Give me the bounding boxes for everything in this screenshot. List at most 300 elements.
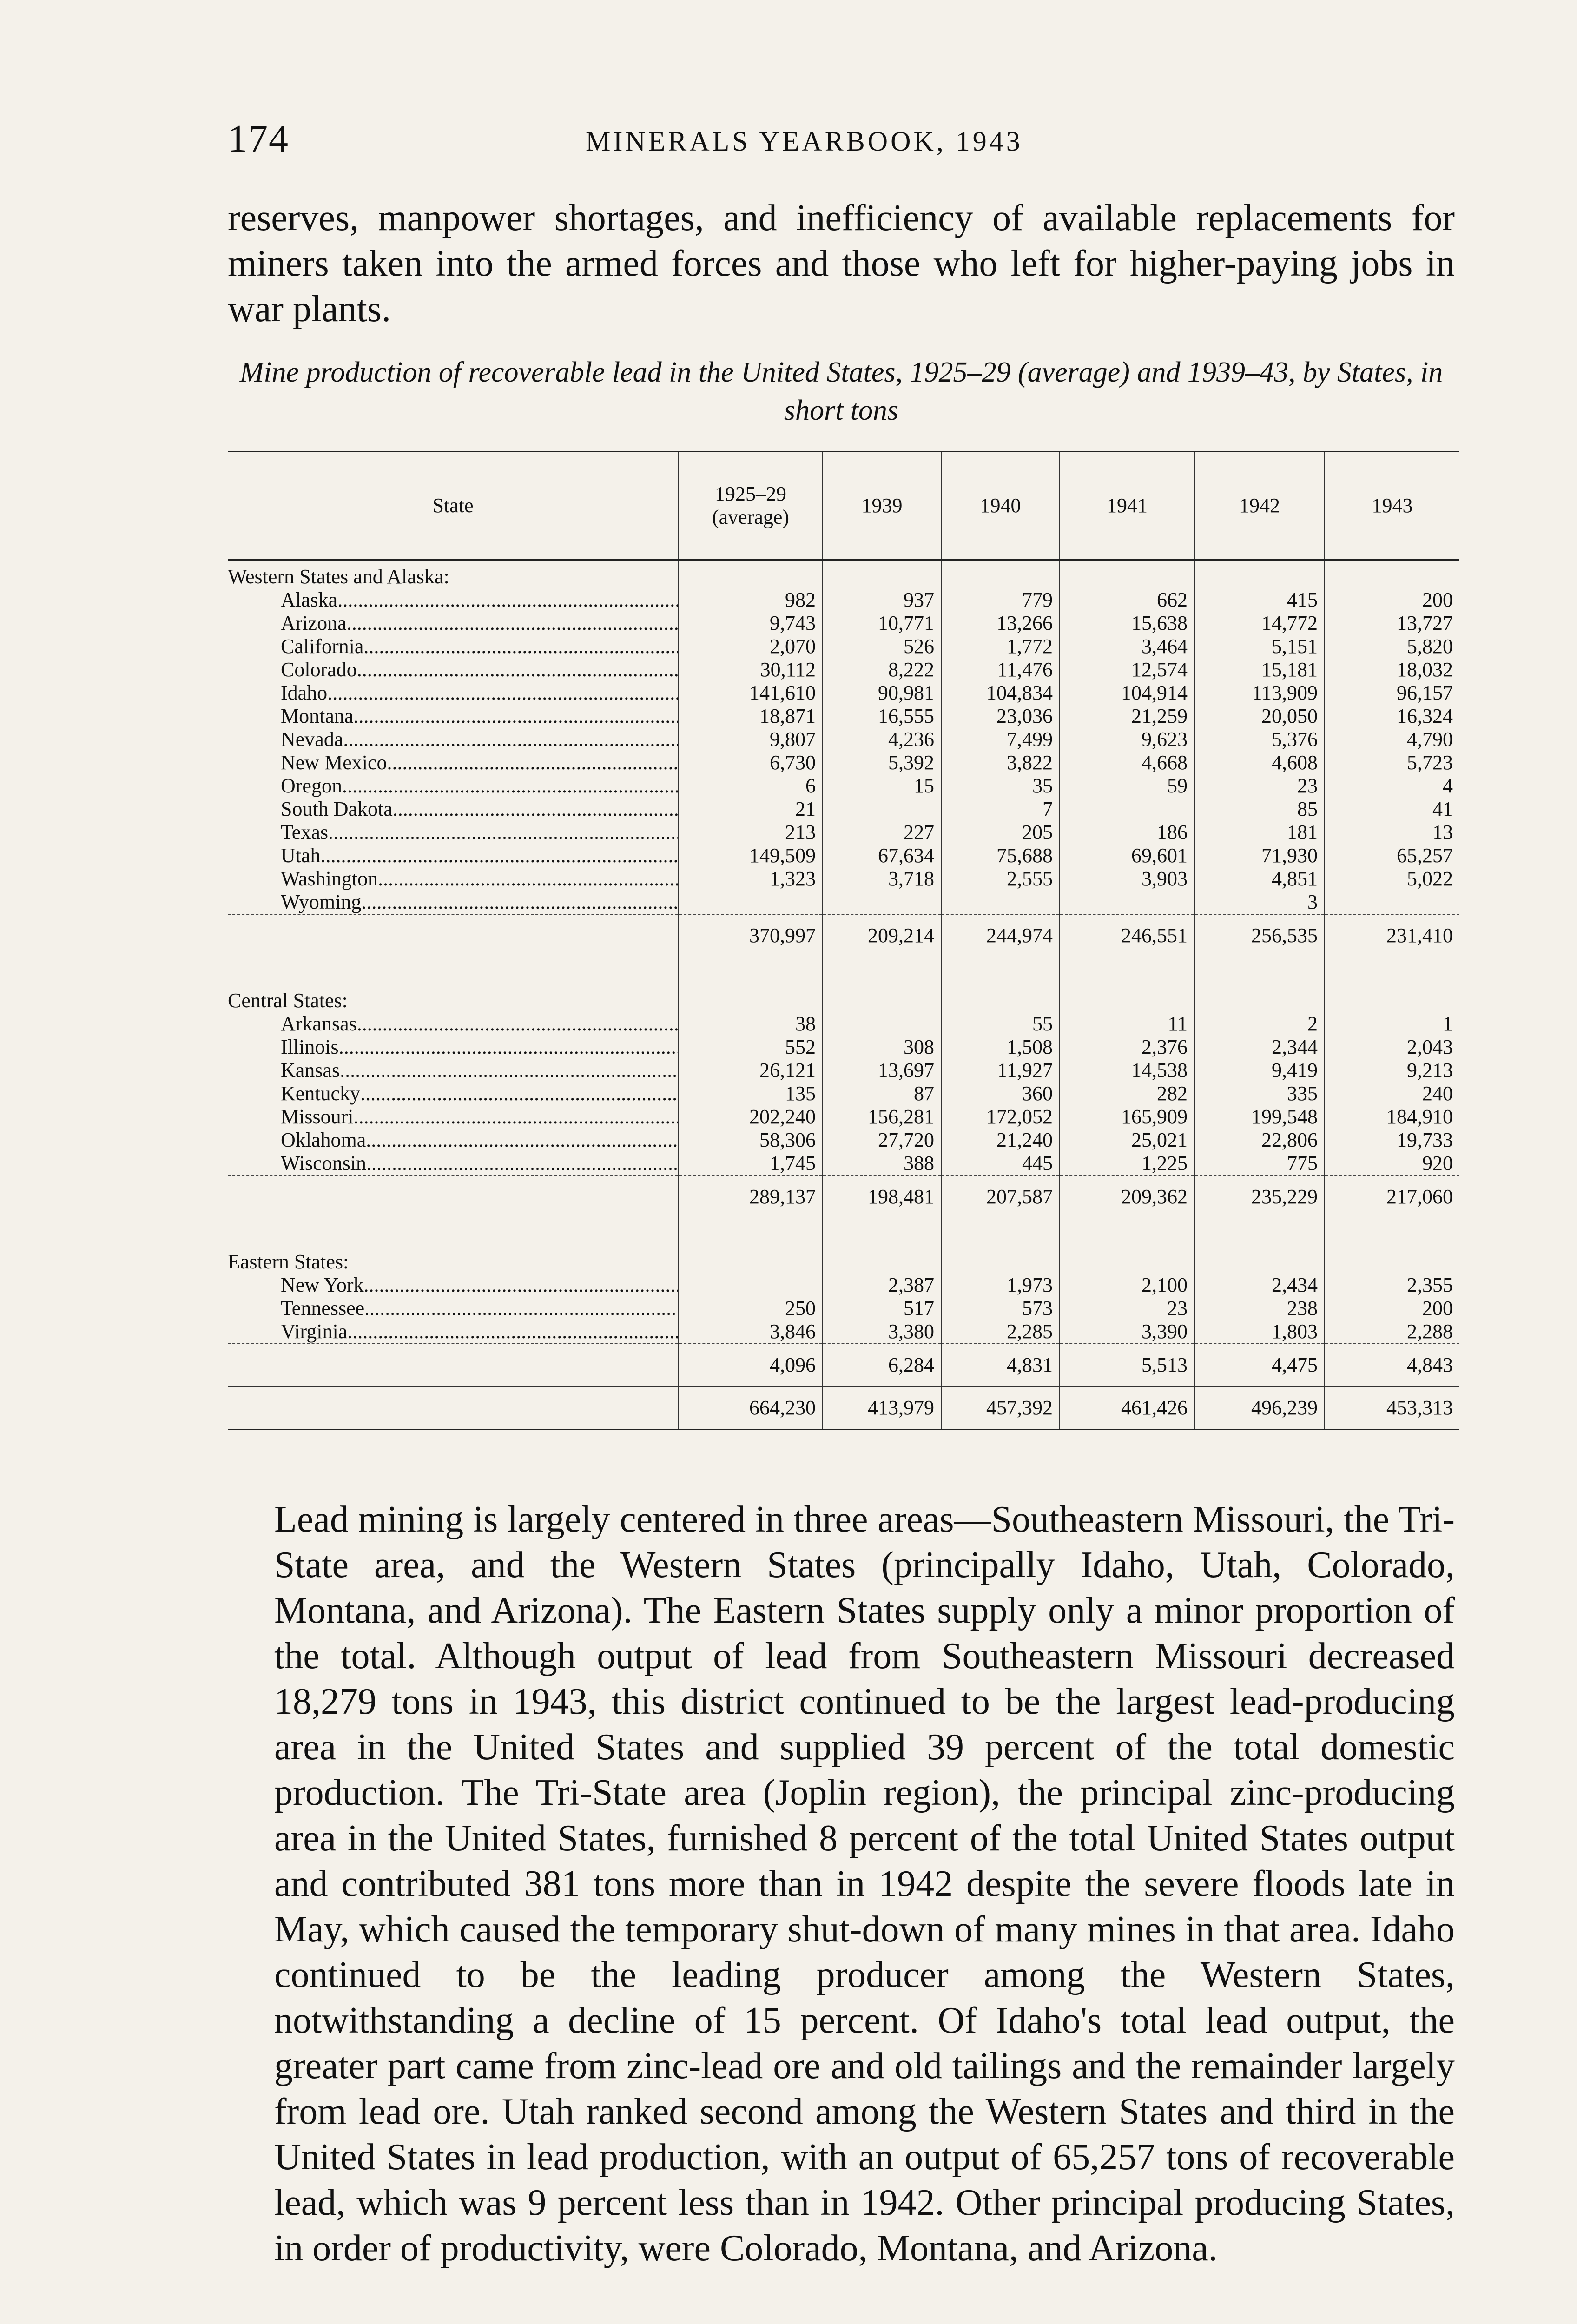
value-cell: 9,743 xyxy=(679,612,823,635)
state-cell xyxy=(228,705,679,728)
page-header xyxy=(228,116,1455,172)
value-cell: 9,213 xyxy=(1325,1059,1459,1082)
value-cell xyxy=(1060,891,1194,914)
dot-leader xyxy=(321,844,679,867)
value-cell: 573 xyxy=(941,1297,1060,1320)
table-row xyxy=(228,751,1459,774)
empty-cell xyxy=(1060,1246,1194,1274)
grand-total-row xyxy=(228,1386,1459,1430)
value-cell: 1,973 xyxy=(941,1274,1060,1297)
state-name: Oklahoma xyxy=(281,1129,366,1151)
dot-leader xyxy=(353,1105,679,1129)
state-name: Alaska xyxy=(281,588,338,611)
empty-cell xyxy=(941,560,1060,589)
value-cell: 12,574 xyxy=(1060,658,1194,681)
value-cell: 4,608 xyxy=(1194,751,1325,774)
state-name: Tennessee xyxy=(281,1297,365,1320)
subtotal-label-cell xyxy=(228,1344,679,1386)
value-cell: 5,376 xyxy=(1194,728,1325,751)
value-cell: 11 xyxy=(1060,1012,1194,1036)
value-cell: 135 xyxy=(679,1082,823,1105)
state-name: Arizona xyxy=(281,612,347,634)
state-cell xyxy=(228,867,679,891)
group-name xyxy=(228,1246,679,1274)
dot-leader xyxy=(347,1320,679,1343)
value-cell: 55 xyxy=(941,1012,1060,1036)
table-row xyxy=(228,658,1459,681)
group-label: Western States and Alaska: xyxy=(228,565,449,588)
state-cell xyxy=(228,751,679,774)
empty-cell xyxy=(823,984,941,1012)
value-cell: 200 xyxy=(1325,588,1459,612)
empty-cell xyxy=(1325,1246,1459,1274)
empty-cell xyxy=(679,1246,823,1274)
value-cell: 308 xyxy=(823,1036,941,1059)
value-cell: 9,623 xyxy=(1060,728,1194,751)
value-cell: 3,464 xyxy=(1060,635,1194,658)
value-cell: 8,222 xyxy=(823,658,941,681)
table-row xyxy=(228,1320,1459,1344)
empty-cell xyxy=(1060,560,1194,589)
value-cell: 662 xyxy=(1060,588,1194,612)
value-cell: 104,834 xyxy=(941,681,1060,705)
value-cell: 35 xyxy=(941,774,1060,798)
value-cell: 13 xyxy=(1325,821,1459,844)
dot-leader xyxy=(360,1082,679,1105)
state-name: California xyxy=(281,635,364,658)
value-cell: 90,981 xyxy=(823,681,941,705)
value-cell xyxy=(679,1274,823,1297)
dot-leader xyxy=(366,1152,679,1175)
spacer-cell xyxy=(941,1218,1060,1246)
column-header: State xyxy=(228,452,679,560)
value-cell: 21,240 xyxy=(941,1129,1060,1152)
spacer-cell xyxy=(679,1218,823,1246)
value-cell: 250 xyxy=(679,1297,823,1320)
group-name xyxy=(228,560,679,589)
value-cell: 11,927 xyxy=(941,1059,1060,1082)
value-cell: 775 xyxy=(1194,1152,1325,1175)
value-cell: 2,387 xyxy=(823,1274,941,1297)
value-cell: 18,032 xyxy=(1325,658,1459,681)
value-cell: 240 xyxy=(1325,1082,1459,1105)
table-row xyxy=(228,867,1459,891)
state-name: New Mexico xyxy=(281,751,387,774)
value-cell: 2 xyxy=(1194,1012,1325,1036)
state-name: Virginia xyxy=(281,1320,348,1343)
state-cell xyxy=(228,635,679,658)
subtotal-label-cell xyxy=(228,914,679,957)
value-cell: 75,688 xyxy=(941,844,1060,867)
value-cell: 10,771 xyxy=(823,612,941,635)
value-cell xyxy=(823,798,941,821)
value-cell: 14,772 xyxy=(1194,612,1325,635)
value-cell: 213 xyxy=(679,821,823,844)
value-cell: 552 xyxy=(679,1036,823,1059)
empty-cell xyxy=(679,560,823,589)
dot-leader xyxy=(363,635,679,658)
grand-total-cell: 457,392 xyxy=(941,1386,1060,1430)
empty-cell xyxy=(941,984,1060,1012)
table-row xyxy=(228,1152,1459,1175)
value-cell: 5,022 xyxy=(1325,867,1459,891)
state-cell xyxy=(228,1105,679,1129)
value-cell: 69,601 xyxy=(1060,844,1194,867)
value-cell: 38 xyxy=(679,1012,823,1036)
grand-total-cell: 664,230 xyxy=(679,1386,823,1430)
state-name: Missouri xyxy=(281,1105,354,1128)
dot-leader xyxy=(393,798,679,821)
state-name: Wisconsin xyxy=(281,1152,366,1175)
dot-leader xyxy=(342,774,679,798)
value-cell: 165,909 xyxy=(1060,1105,1194,1129)
spacer-cell xyxy=(823,957,941,984)
running-head: MINERALS YEARBOOK, 1943 xyxy=(586,126,1023,157)
value-cell: 937 xyxy=(823,588,941,612)
lead-production-table xyxy=(228,451,1459,1430)
value-cell xyxy=(1325,891,1459,914)
value-cell: 200 xyxy=(1325,1297,1459,1320)
value-cell: 3,846 xyxy=(679,1320,823,1344)
value-cell: 4,236 xyxy=(823,728,941,751)
value-cell: 113,909 xyxy=(1194,681,1325,705)
value-cell: 335 xyxy=(1194,1082,1325,1105)
value-cell: 18,871 xyxy=(679,705,823,728)
state-cell xyxy=(228,1059,679,1082)
empty-cell xyxy=(941,1246,1060,1274)
value-cell: 2,555 xyxy=(941,867,1060,891)
table-row xyxy=(228,728,1459,751)
column-header: 1940 xyxy=(941,452,1060,560)
value-cell: 2,100 xyxy=(1060,1274,1194,1297)
table-row xyxy=(228,844,1459,867)
value-cell: 26,121 xyxy=(679,1059,823,1082)
state-name: Texas xyxy=(281,821,328,844)
state-cell xyxy=(228,1320,679,1344)
value-cell: 16,555 xyxy=(823,705,941,728)
state-name: Washington xyxy=(281,867,378,890)
value-cell: 27,720 xyxy=(823,1129,941,1152)
value-cell: 2,043 xyxy=(1325,1036,1459,1059)
subtotal-row xyxy=(228,914,1459,957)
value-cell: 360 xyxy=(941,1082,1060,1105)
subtotal-cell: 217,060 xyxy=(1325,1175,1459,1218)
state-cell xyxy=(228,891,679,914)
page-number: 174 xyxy=(228,117,289,160)
value-cell: 388 xyxy=(823,1152,941,1175)
value-cell: 9,419 xyxy=(1194,1059,1325,1082)
value-cell: 5,723 xyxy=(1325,751,1459,774)
value-cell: 14,538 xyxy=(1060,1059,1194,1082)
column-header: 1941 xyxy=(1060,452,1194,560)
table-row xyxy=(228,1082,1459,1105)
empty-cell xyxy=(1060,984,1194,1012)
value-cell: 13,266 xyxy=(941,612,1060,635)
value-cell: 181 xyxy=(1194,821,1325,844)
value-cell: 96,157 xyxy=(1325,681,1459,705)
value-cell: 982 xyxy=(679,588,823,612)
spacer-cell xyxy=(679,957,823,984)
group-label: Eastern States: xyxy=(228,1250,349,1273)
group-label: Central States: xyxy=(228,989,348,1012)
value-cell: 282 xyxy=(1060,1082,1194,1105)
subtotal-cell: 209,362 xyxy=(1060,1175,1194,1218)
column-header: 1939 xyxy=(823,452,941,560)
subtotal-cell: 6,284 xyxy=(823,1344,941,1386)
state-name: Oregon xyxy=(281,774,342,797)
value-cell: 41 xyxy=(1325,798,1459,821)
value-cell: 2,288 xyxy=(1325,1320,1459,1344)
state-name: Utah xyxy=(281,844,321,867)
state-name: Wyoming xyxy=(281,891,362,913)
state-cell xyxy=(228,1297,679,1320)
grand-total-cell: 413,979 xyxy=(823,1386,941,1430)
value-cell: 2,434 xyxy=(1194,1274,1325,1297)
value-cell: 184,910 xyxy=(1325,1105,1459,1129)
subtotal-label-cell xyxy=(228,1175,679,1218)
spacer-cell xyxy=(1325,1218,1459,1246)
empty-cell xyxy=(1194,560,1325,589)
value-cell: 1,745 xyxy=(679,1152,823,1175)
state-name: Kentucky xyxy=(281,1082,361,1105)
value-cell: 445 xyxy=(941,1152,1060,1175)
state-name: Montana xyxy=(281,705,354,727)
table-row xyxy=(228,1059,1459,1082)
table-row xyxy=(228,798,1459,821)
subtotal-cell: 231,410 xyxy=(1325,914,1459,957)
state-cell xyxy=(228,1152,679,1175)
value-cell: 5,392 xyxy=(823,751,941,774)
value-cell xyxy=(941,891,1060,914)
value-cell: 3,903 xyxy=(1060,867,1194,891)
value-cell: 59 xyxy=(1060,774,1194,798)
table-row xyxy=(228,774,1459,798)
value-cell: 11,476 xyxy=(941,658,1060,681)
value-cell: 13,697 xyxy=(823,1059,941,1082)
dot-leader xyxy=(378,867,679,891)
value-cell: 16,324 xyxy=(1325,705,1459,728)
value-cell: 149,509 xyxy=(679,844,823,867)
value-cell: 9,807 xyxy=(679,728,823,751)
value-cell: 156,281 xyxy=(823,1105,941,1129)
state-cell xyxy=(228,798,679,821)
subtotal-cell: 209,214 xyxy=(823,914,941,957)
group-name xyxy=(228,984,679,1012)
value-cell: 2,344 xyxy=(1194,1036,1325,1059)
value-cell: 2,285 xyxy=(941,1320,1060,1344)
empty-cell xyxy=(679,984,823,1012)
value-cell: 104,914 xyxy=(1060,681,1194,705)
value-cell: 4,851 xyxy=(1194,867,1325,891)
subtotal-cell: 4,475 xyxy=(1194,1344,1325,1386)
value-cell: 21,259 xyxy=(1060,705,1194,728)
column-header: 1942 xyxy=(1194,452,1325,560)
subtotal-cell: 256,535 xyxy=(1194,914,1325,957)
value-cell: 141,610 xyxy=(679,681,823,705)
subtotal-cell: 4,096 xyxy=(679,1344,823,1386)
value-cell: 4,668 xyxy=(1060,751,1194,774)
value-cell: 58,306 xyxy=(679,1129,823,1152)
dot-leader xyxy=(364,1297,679,1320)
dot-leader xyxy=(337,588,679,612)
spacer-cell xyxy=(1325,957,1459,984)
grand-total-cell: 496,239 xyxy=(1194,1386,1325,1430)
table-row xyxy=(228,891,1459,914)
value-cell: 3 xyxy=(1194,891,1325,914)
value-cell: 526 xyxy=(823,635,941,658)
value-cell: 15,181 xyxy=(1194,658,1325,681)
value-cell: 7,499 xyxy=(941,728,1060,751)
value-cell: 199,548 xyxy=(1194,1105,1325,1129)
empty-cell xyxy=(823,1246,941,1274)
state-cell xyxy=(228,681,679,705)
empty-cell xyxy=(1194,1246,1325,1274)
subtotal-cell: 246,551 xyxy=(1060,914,1194,957)
empty-cell xyxy=(1325,984,1459,1012)
dot-leader xyxy=(340,1059,679,1082)
subtotal-cell: 235,229 xyxy=(1194,1175,1325,1218)
value-cell: 1,508 xyxy=(941,1036,1060,1059)
table-body xyxy=(228,560,1459,1430)
value-cell: 3,390 xyxy=(1060,1320,1194,1344)
table-row xyxy=(228,612,1459,635)
column-header: 1943 xyxy=(1325,452,1459,560)
table-row xyxy=(228,821,1459,844)
value-cell: 2,355 xyxy=(1325,1274,1459,1297)
value-cell: 6,730 xyxy=(679,751,823,774)
intro-paragraph: reserves, manpower shortages, and inefficiency of available replacements for miners taken into the armed forces and those who left for higher-paying jobs in war plants. xyxy=(228,198,1455,330)
value-cell: 238 xyxy=(1194,1297,1325,1320)
state-name: Kansas xyxy=(281,1059,340,1082)
state-cell xyxy=(228,1082,679,1105)
value-cell: 3,718 xyxy=(823,867,941,891)
dot-leader xyxy=(366,1129,679,1152)
spacer-cell xyxy=(1060,1218,1194,1246)
subtotal-cell: 4,843 xyxy=(1325,1344,1459,1386)
state-cell xyxy=(228,1036,679,1059)
table-row xyxy=(228,1036,1459,1059)
state-name: Arkansas xyxy=(281,1012,357,1035)
table-row xyxy=(228,1129,1459,1152)
spacer-cell xyxy=(1194,1218,1325,1246)
table-row xyxy=(228,1297,1459,1320)
value-cell: 87 xyxy=(823,1082,941,1105)
spacer-row xyxy=(228,1218,1459,1246)
body-paragraph-text: Lead mining is largely centered in three areas—Southeastern Missouri, the Tri-State area, and the Western States (principally Idaho, Utah, Colorado, Montana, and Arizona). The Eastern States supply only a minor proportion of the total. Although output of lead from Southeastern Missouri decreased 18,279 tons in 1943, this district continued to be the largest lead-producing area in the United States and supplied 39 percent of the total domestic production. The Tri-State area (Joplin region), the principal zinc-producing area in the United States, furnished 8 percent of the total United States output and contributed 381 tons more than in 1942 despite the severe floods late in May, which caused the temporary shut-down of many mines in that area. Idaho continued to be the leading producer among the Western States, notwithstanding a decline of 15 percent. Of Idaho's total lead output, the greater part came from zinc-lead ore and old tailings and the remainder largely from lead ore. Utah ranked second among the Western States and third in the United States in lead production, with an output of 65,257 tons of recoverable lead, which was 9 percent less than in 1942. Other principal producing States, in order of productivity, were Colorado, Montana, and Arizona. xyxy=(274,1499,1455,2269)
value-cell: 65,257 xyxy=(1325,844,1459,867)
value-cell: 517 xyxy=(823,1297,941,1320)
state-name: Colorado xyxy=(281,658,357,681)
value-cell: 779 xyxy=(941,588,1060,612)
subtotal-cell: 198,481 xyxy=(823,1175,941,1218)
dot-leader xyxy=(357,658,679,681)
value-cell: 172,052 xyxy=(941,1105,1060,1129)
value-cell: 1,772 xyxy=(941,635,1060,658)
subtotal-cell: 4,831 xyxy=(941,1344,1060,1386)
table-row xyxy=(228,681,1459,705)
subtotal-row xyxy=(228,1344,1459,1386)
value-cell: 2,376 xyxy=(1060,1036,1194,1059)
dot-leader xyxy=(387,751,679,774)
value-cell: 1,225 xyxy=(1060,1152,1194,1175)
group-row xyxy=(228,984,1459,1012)
value-cell: 85 xyxy=(1194,798,1325,821)
value-cell: 67,634 xyxy=(823,844,941,867)
value-cell: 23 xyxy=(1060,1297,1194,1320)
value-cell: 5,820 xyxy=(1325,635,1459,658)
value-cell: 3,380 xyxy=(823,1320,941,1344)
table-row xyxy=(228,635,1459,658)
state-cell xyxy=(228,1012,679,1036)
value-cell: 1 xyxy=(1325,1012,1459,1036)
state-cell xyxy=(228,1129,679,1152)
table-row xyxy=(228,1012,1459,1036)
spacer-cell xyxy=(941,957,1060,984)
state-name: New York xyxy=(281,1274,364,1296)
spacer-cell xyxy=(1194,957,1325,984)
value-cell: 205 xyxy=(941,821,1060,844)
value-cell xyxy=(823,1012,941,1036)
spacer-cell xyxy=(228,957,679,984)
state-name: South Dakota xyxy=(281,798,393,820)
subtotal-cell: 289,137 xyxy=(679,1175,823,1218)
state-cell xyxy=(228,844,679,867)
value-cell: 4,790 xyxy=(1325,728,1459,751)
state-cell xyxy=(228,728,679,751)
empty-cell xyxy=(1194,984,1325,1012)
subtotal-cell: 370,997 xyxy=(679,914,823,957)
value-cell: 20,050 xyxy=(1194,705,1325,728)
subtotal-cell: 5,513 xyxy=(1060,1344,1194,1386)
group-row xyxy=(228,560,1459,589)
subtotal-cell: 207,587 xyxy=(941,1175,1060,1218)
value-cell: 21 xyxy=(679,798,823,821)
value-cell: 15,638 xyxy=(1060,612,1194,635)
value-cell: 1,323 xyxy=(679,867,823,891)
value-cell: 2,070 xyxy=(679,635,823,658)
dot-leader xyxy=(347,612,679,635)
value-cell: 4 xyxy=(1325,774,1459,798)
subtotal-cell: 244,974 xyxy=(941,914,1060,957)
dot-leader xyxy=(339,1036,679,1059)
value-cell: 30,112 xyxy=(679,658,823,681)
value-cell xyxy=(823,891,941,914)
value-cell: 19,733 xyxy=(1325,1129,1459,1152)
value-cell: 23,036 xyxy=(941,705,1060,728)
dot-leader xyxy=(343,728,679,751)
value-cell: 6 xyxy=(679,774,823,798)
value-cell: 1,803 xyxy=(1194,1320,1325,1344)
value-cell: 15 xyxy=(823,774,941,798)
grand-total-label-cell xyxy=(228,1386,679,1430)
state-cell xyxy=(228,612,679,635)
state-cell xyxy=(228,588,679,612)
grand-total-cell: 453,313 xyxy=(1325,1386,1459,1430)
value-cell: 13,727 xyxy=(1325,612,1459,635)
empty-cell xyxy=(823,560,941,589)
dot-leader xyxy=(357,1012,679,1036)
state-cell xyxy=(228,1274,679,1297)
group-row xyxy=(228,1246,1459,1274)
state-cell xyxy=(228,774,679,798)
state-name: Nevada xyxy=(281,728,343,751)
dot-leader xyxy=(353,705,679,728)
value-cell: 71,930 xyxy=(1194,844,1325,867)
column-header: 1925–29 (average) xyxy=(679,452,823,560)
empty-cell xyxy=(1325,560,1459,589)
value-cell: 25,021 xyxy=(1060,1129,1194,1152)
dot-leader xyxy=(327,681,679,705)
